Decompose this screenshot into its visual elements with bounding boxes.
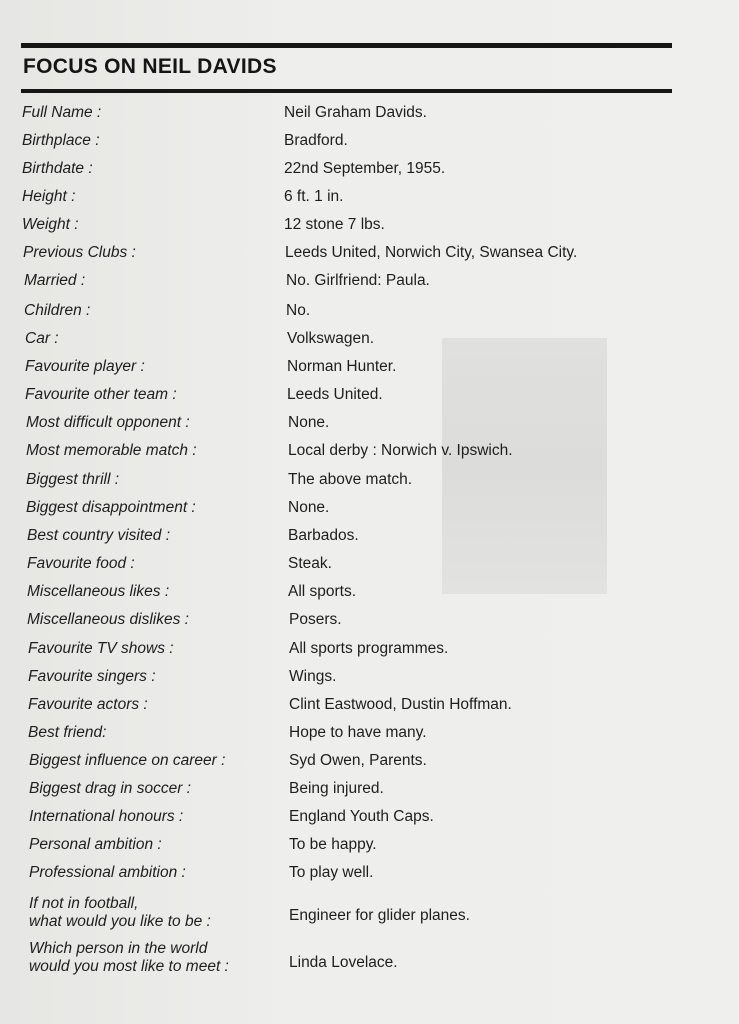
profile-value: The above match.	[288, 471, 413, 488]
profile-row	[0, 696, 739, 724]
profile-value: No. Girlfriend: Paula.	[286, 272, 430, 289]
profile-value: Posers.	[289, 611, 342, 628]
profile-row	[0, 808, 739, 836]
profile-row	[0, 724, 739, 752]
profile-label: Full Name :	[22, 104, 102, 121]
heading-top-rule	[21, 43, 672, 48]
profile-value: Barbados.	[288, 527, 359, 544]
profile-value: Clint Eastwood, Dustin Hoffman.	[289, 696, 512, 713]
profile-label: Miscellaneous likes :	[27, 583, 170, 600]
profile-value: Local derby : Norwich v. Ipswich.	[288, 442, 513, 459]
profile-label: Previous Clubs :	[23, 244, 136, 261]
profile-row	[0, 160, 739, 188]
profile-value: To play well.	[289, 864, 374, 881]
profile-label: Height :	[22, 188, 76, 205]
profile-row	[0, 330, 739, 358]
profile-label: Favourite player :	[25, 358, 145, 375]
profile-value: Leeds United.	[287, 386, 383, 403]
profile-value: None.	[288, 414, 330, 431]
profile-row	[0, 864, 739, 892]
profile-label-line2: what would you like to be :	[29, 913, 211, 930]
profile-label: Car :	[25, 330, 59, 347]
article-heading: FOCUS ON NEIL DAVIDS	[23, 55, 277, 78]
profile-row	[0, 244, 739, 272]
profile-label: Biggest influence on career :	[29, 752, 226, 769]
profile-row	[0, 132, 739, 160]
profile-value: 22nd September, 1955.	[284, 160, 446, 177]
profile-row	[0, 216, 739, 244]
profile-label-line1: If not in football,	[29, 895, 139, 912]
profile-label: Most difficult opponent :	[26, 414, 190, 431]
profile-value: Wings.	[289, 668, 337, 685]
profile-label: Best friend:	[28, 724, 107, 741]
profile-label: Children :	[24, 302, 91, 319]
profile-value: Linda Lovelace.	[289, 954, 398, 971]
profile-row	[0, 611, 739, 639]
profile-row	[0, 302, 739, 330]
profile-label: Professional ambition :	[29, 864, 186, 881]
profile-label: Weight :	[22, 216, 79, 233]
profile-row	[0, 386, 739, 414]
profile-label: Best country visited :	[27, 527, 171, 544]
profile-value: 12 stone 7 lbs.	[284, 216, 385, 233]
profile-value: All sports.	[288, 583, 357, 600]
profile-row	[0, 527, 739, 555]
profile-label: Miscellaneous dislikes :	[27, 611, 189, 628]
profile-value: Engineer for glider planes.	[289, 907, 470, 924]
profile-value: Bradford.	[284, 132, 348, 149]
profile-label: Favourite food :	[27, 555, 135, 572]
profile-label: International honours :	[29, 808, 184, 825]
profile-value: Steak.	[288, 555, 332, 572]
profile-label: Biggest drag in soccer :	[29, 780, 191, 797]
profile-row	[0, 668, 739, 696]
profile-label-line1: Which person in the world	[29, 940, 208, 957]
profile-row	[0, 442, 739, 470]
profile-value: 6 ft. 1 in.	[284, 188, 344, 205]
profile-label: Personal ambition :	[29, 836, 162, 853]
profile-value: Being injured.	[289, 780, 384, 797]
heading-bottom-rule	[21, 89, 672, 93]
profile-row	[0, 272, 739, 300]
profile-row	[0, 752, 739, 780]
profile-value: Volkswagen.	[287, 330, 375, 347]
profile-label: Favourite TV shows :	[28, 640, 174, 657]
profile-value: Syd Owen, Parents.	[289, 752, 427, 769]
profile-row	[0, 188, 739, 216]
profile-label: Favourite other team :	[25, 386, 177, 403]
profile-value: None.	[288, 499, 330, 516]
profile-row	[0, 555, 739, 583]
profile-row	[0, 780, 739, 808]
profile-row	[0, 583, 739, 611]
profile-label: Favourite singers :	[28, 668, 156, 685]
profile-row	[0, 471, 739, 499]
profile-value: Leeds United, Norwich City, Swansea City.	[285, 244, 578, 261]
profile-label: Most memorable match :	[26, 442, 197, 459]
profile-label: Married :	[24, 272, 86, 289]
profile-value: To be happy.	[289, 836, 377, 853]
profile-value: No.	[286, 302, 311, 319]
profile-row	[0, 836, 739, 864]
profile-row	[0, 640, 739, 668]
profile-row	[0, 358, 739, 386]
profile-value: Hope to have many.	[289, 724, 427, 741]
profile-value: Norman Hunter.	[287, 358, 397, 375]
profile-row	[0, 104, 739, 132]
profile-label: Birthplace :	[22, 132, 100, 149]
profile-label: Favourite actors :	[28, 696, 148, 713]
profile-row	[0, 414, 739, 442]
profile-value: All sports programmes.	[289, 640, 449, 657]
profile-value: Neil Graham Davids.	[284, 104, 427, 121]
profile-label: Biggest thrill :	[26, 471, 120, 488]
profile-label: Birthdate :	[22, 160, 93, 177]
profile-label-line2: would you most like to meet :	[29, 958, 229, 975]
profile-label: Biggest disappointment :	[26, 499, 196, 516]
profile-row	[0, 499, 739, 527]
profile-value: England Youth Caps.	[289, 808, 434, 825]
